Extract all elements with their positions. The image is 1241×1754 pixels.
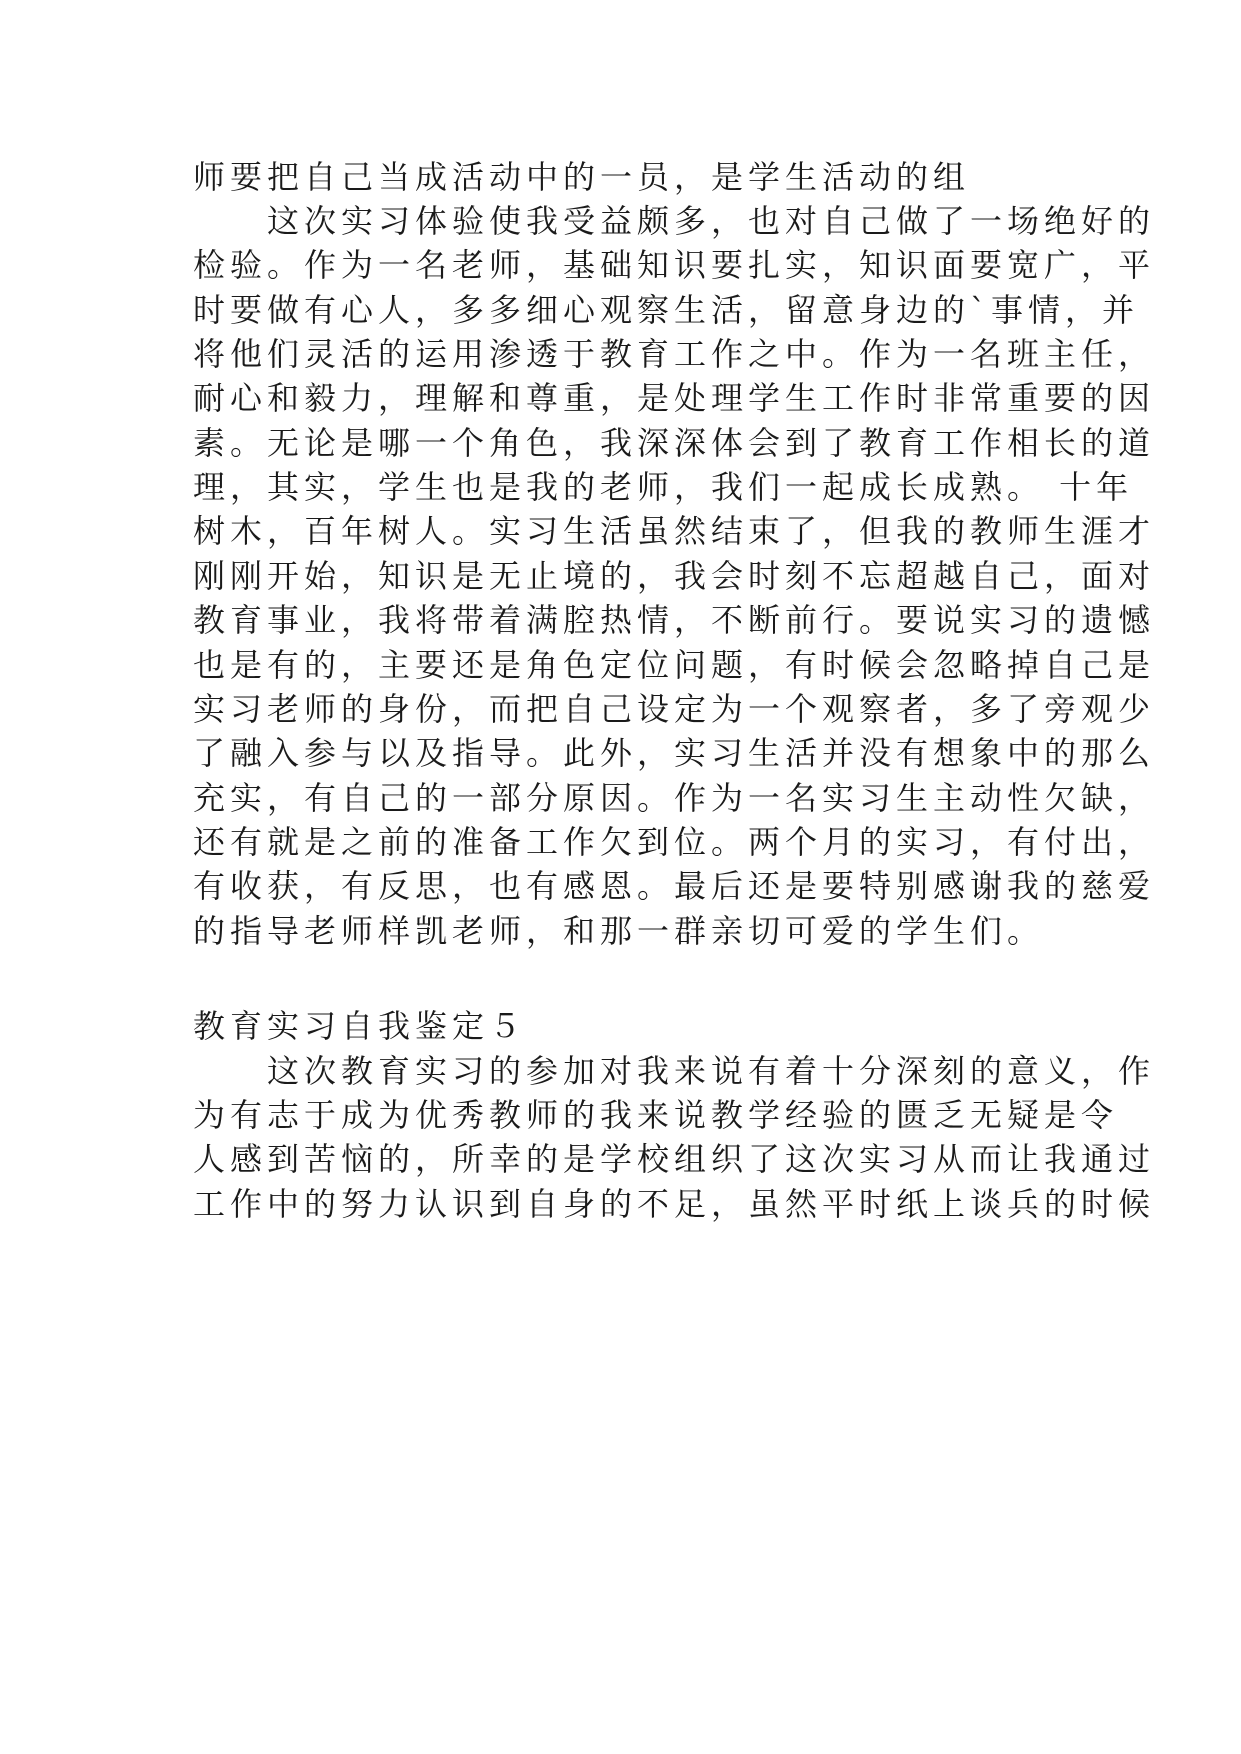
paragraph-line: 教育事业，我将带着满腔热情，不断前行。要说实习的遗憾 — [193, 601, 1156, 639]
paragraph-line: 有收获，有反思，也有感恩。最后还是要特别感谢我的慈爱 — [193, 867, 1156, 905]
paragraph-line: 理，其实，学生也是我的老师，我们一起成长成熟。 十年 — [193, 468, 1134, 506]
paragraph-line: 耐心和毅力，理解和尊重，是处理学生工作时非常重要的因 — [193, 379, 1156, 417]
paragraph-line: 的指导老师样凯老师，和那一群亲切可爱的学生们。 — [193, 912, 1045, 950]
paragraph-line: 还有就是之前的准备工作欠到位。两个月的实习，有付出， — [193, 823, 1156, 861]
paragraph-line: 将他们灵活的运用渗透于教育工作之中。作为一名班主任， — [193, 335, 1156, 373]
paragraph-line: 时要做有心人，多多细心观察生活，留意身边的`事情，并 — [193, 291, 1140, 329]
section-heading: 教育实习自我鉴定５ — [193, 1007, 527, 1045]
paragraph-line: 了融入参与以及指导。此外，实习生活并没有想象中的那么 — [193, 734, 1156, 772]
text-line: 师要把自己当成活动中的一员，是学生活动的组 — [193, 158, 971, 196]
paragraph-line: 为有志于成为优秀教师的我来说教学经验的匮乏无疑是令 — [193, 1096, 1119, 1134]
paragraph-line: 也是有的，主要还是角色定位问题，有时候会忽略掉自己是 — [193, 646, 1156, 684]
paragraph-line: 这次教育实习的参加对我来说有着十分深刻的意义，作 — [193, 1052, 1156, 1090]
paragraph-line: 这次实习体验使我受益颇多，也对自己做了一场绝好的 — [193, 202, 1156, 240]
paragraph-line: 实习老师的身份，而把自己设定为一个观察者，多了旁观少 — [193, 690, 1156, 728]
paragraph-line: 刚刚开始，知识是无止境的，我会时刻不忘超越自己，面对 — [193, 557, 1156, 595]
paragraph-line: 素。无论是哪一个角色，我深深体会到了教育工作相长的道 — [193, 424, 1156, 462]
paragraph-line: 人感到苦恼的，所幸的是学校组织了这次实习从而让我通过 — [193, 1140, 1156, 1178]
paragraph-line: 树木，百年树人。实习生活虽然结束了，但我的教师生涯才 — [193, 512, 1156, 550]
paragraph-line: 充实，有自己的一部分原因。作为一名实习生主动性欠缺， — [193, 779, 1156, 817]
paragraph-line: 检验。作为一名老师，基础知识要扎实，知识面要宽广，平 — [193, 246, 1156, 284]
paragraph-line: 工作中的努力认识到自身的不足，虽然平时纸上谈兵的时候 — [193, 1185, 1156, 1223]
